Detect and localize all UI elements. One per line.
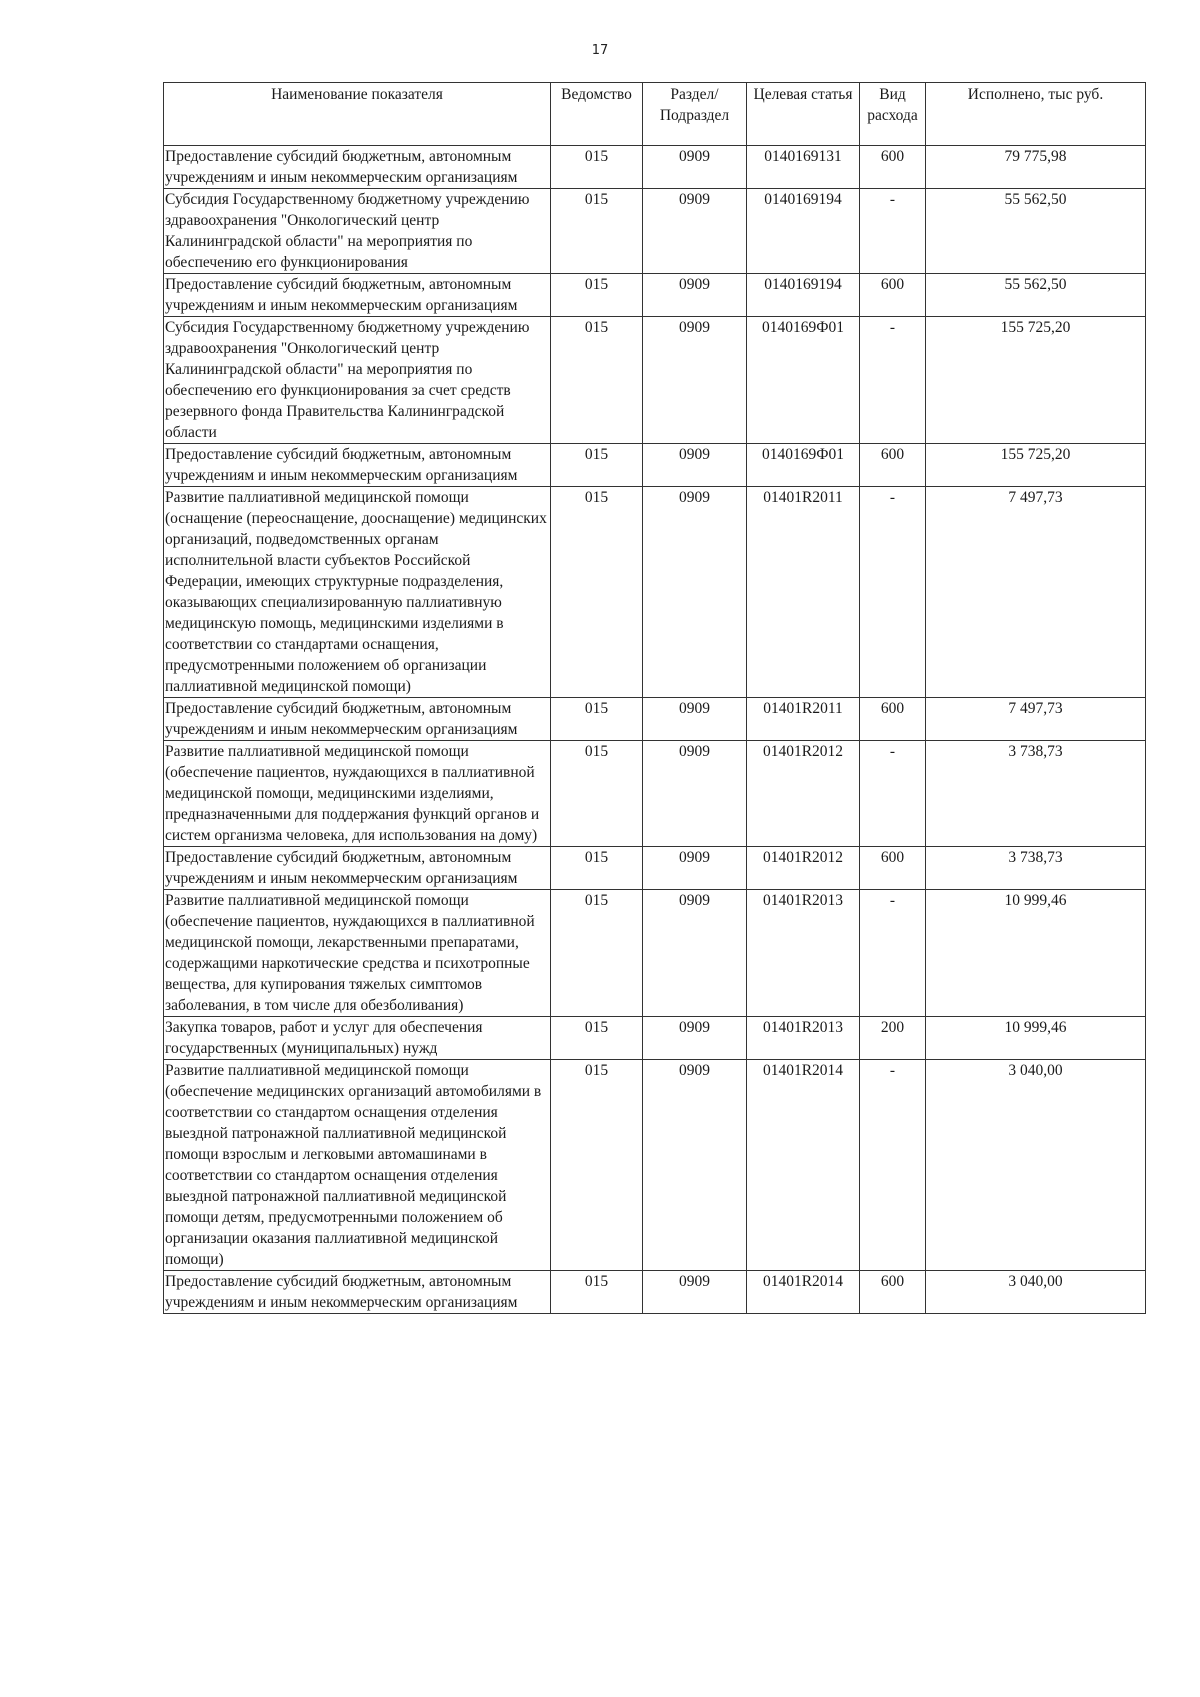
indicator-name-cell: Субсидия Государственному бюджетному учреждению здравоохранения "Онкологический центр Калининградской области" на мероприятия по обеспечению его функционирования за счет средств резервного фонда Правительства Калининградской области	[164, 317, 551, 444]
executed-amount-cell: 7 497,73	[926, 487, 1146, 698]
target-item-cell: 0140169194	[747, 274, 860, 317]
target-item-cell: 0140169Ф01	[747, 444, 860, 487]
section-cell: 0909	[643, 741, 747, 847]
table-row	[164, 741, 1146, 847]
executed-amount-cell: 10 999,46	[926, 1017, 1146, 1060]
table-row	[164, 1271, 1146, 1314]
department-cell: 015	[551, 698, 643, 741]
column-header-section: Раздел/ Подраздел	[643, 83, 747, 146]
department-cell: 015	[551, 317, 643, 444]
department-cell: 015	[551, 890, 643, 1017]
column-header-expense-type: Вид расхода	[860, 83, 926, 146]
column-header-target-item: Целевая статья	[747, 83, 860, 146]
department-cell: 015	[551, 146, 643, 189]
indicator-name-cell: Развитие паллиативной медицинской помощи (обеспечение пациентов, нуждающихся в паллиативной медицинской помощи, медицинскими изделиями, предназначенными для поддержания функций органов и систем организма человека, для использования на дому)	[164, 741, 551, 847]
section-cell: 0909	[643, 146, 747, 189]
executed-amount-cell: 10 999,46	[926, 890, 1146, 1017]
expense-type-cell: 600	[860, 444, 926, 487]
department-cell: 015	[551, 1017, 643, 1060]
expense-type-cell: -	[860, 741, 926, 847]
expense-type-cell: 600	[860, 1271, 926, 1314]
department-cell: 015	[551, 1060, 643, 1271]
section-cell: 0909	[643, 274, 747, 317]
executed-amount-cell: 155 725,20	[926, 444, 1146, 487]
expense-type-cell: -	[860, 890, 926, 1017]
section-cell: 0909	[643, 847, 747, 890]
expense-type-cell: 600	[860, 146, 926, 189]
page-number: 17	[591, 43, 609, 58]
expense-type-cell: 200	[860, 1017, 926, 1060]
section-cell: 0909	[643, 1271, 747, 1314]
column-header-executed: Исполнено, тыс руб.	[926, 83, 1146, 146]
target-item-cell: 01401R2013	[747, 890, 860, 1017]
executed-amount-cell: 3 040,00	[926, 1271, 1146, 1314]
executed-amount-cell: 3 738,73	[926, 847, 1146, 890]
executed-amount-cell: 55 562,50	[926, 274, 1146, 317]
expense-type-cell: 600	[860, 274, 926, 317]
target-item-cell: 01401R2011	[747, 698, 860, 741]
indicator-name-cell: Предоставление субсидий бюджетным, автономным учреждениям и иным некоммерческим организациям	[164, 146, 551, 189]
table-row	[164, 1060, 1146, 1271]
indicator-name-cell: Развитие паллиативной медицинской помощи (обеспечение медицинских организаций автомобилями в соответствии со стандартом оснащения отделения выездной патронажной паллиативной медицинской помощи взрослым и легковыми автомашинами в соответствии со стандартом оснащения отделения выездной патронажной паллиативной медицинской помощи детям, предусмотренными положением об организации оказания паллиативной медицинской помощи)	[164, 1060, 551, 1271]
indicator-name-cell: Предоставление субсидий бюджетным, автономным учреждениям и иным некоммерческим организациям	[164, 847, 551, 890]
indicator-name-cell: Предоставление субсидий бюджетным, автономным учреждениям и иным некоммерческим организациям	[164, 274, 551, 317]
target-item-cell: 01401R2013	[747, 1017, 860, 1060]
target-item-cell: 01401R2014	[747, 1060, 860, 1271]
department-cell: 015	[551, 444, 643, 487]
section-cell: 0909	[643, 698, 747, 741]
department-cell: 015	[551, 847, 643, 890]
department-cell: 015	[551, 274, 643, 317]
expense-type-cell: 600	[860, 698, 926, 741]
target-item-cell: 01401R2012	[747, 741, 860, 847]
department-cell: 015	[551, 487, 643, 698]
executed-amount-cell: 3 040,00	[926, 1060, 1146, 1271]
expense-type-cell: -	[860, 189, 926, 274]
table-row	[164, 146, 1146, 189]
department-cell: 015	[551, 741, 643, 847]
indicator-name-cell: Предоставление субсидий бюджетным, автономным учреждениям и иным некоммерческим организациям	[164, 1271, 551, 1314]
section-cell: 0909	[643, 890, 747, 1017]
indicator-name-cell: Предоставление субсидий бюджетным, автономным учреждениям и иным некоммерческим организациям	[164, 444, 551, 487]
table-row	[164, 698, 1146, 741]
target-item-cell: 0140169131	[747, 146, 860, 189]
section-cell: 0909	[643, 444, 747, 487]
target-item-cell: 01401R2011	[747, 487, 860, 698]
target-item-cell: 0140169Ф01	[747, 317, 860, 444]
table-row	[164, 317, 1146, 444]
section-cell: 0909	[643, 317, 747, 444]
executed-amount-cell: 55 562,50	[926, 189, 1146, 274]
indicator-name-cell: Субсидия Государственному бюджетному учреждению здравоохранения "Онкологический центр Калининградской области" на мероприятия по обеспечению его функционирования	[164, 189, 551, 274]
table-row	[164, 1017, 1146, 1060]
section-cell: 0909	[643, 189, 747, 274]
section-cell: 0909	[643, 487, 747, 698]
target-item-cell: 01401R2014	[747, 1271, 860, 1314]
indicator-name-cell: Развитие паллиативной медицинской помощи (оснащение (переоснащение, дооснащение) медицинских организаций, подведомственных органам исполнительной власти субъектов Российской Федерации, имеющих структурные подразделения, оказывающих специализированную паллиативную медицинскую помощь, медицинскими изделиями в соответствии со стандартами оснащения, предусмотренными положением об организации паллиативной медицинской помощи)	[164, 487, 551, 698]
executed-amount-cell: 7 497,73	[926, 698, 1146, 741]
department-cell: 015	[551, 1271, 643, 1314]
indicator-name-cell: Развитие паллиативной медицинской помощи (обеспечение пациентов, нуждающихся в паллиативной медицинской помощи, лекарственными препаратами, содержащими наркотические средства и психотропные вещества, для купирования тяжелых симптомов заболевания, в том числе для обезболивания)	[164, 890, 551, 1017]
indicator-name-cell: Предоставление субсидий бюджетным, автономным учреждениям и иным некоммерческим организациям	[164, 698, 551, 741]
table-header-row	[164, 83, 1146, 146]
section-cell: 0909	[643, 1060, 747, 1271]
table-row	[164, 487, 1146, 698]
column-header-department: Ведомство	[551, 83, 643, 146]
expense-type-cell: -	[860, 1060, 926, 1271]
target-item-cell: 01401R2012	[747, 847, 860, 890]
executed-amount-cell: 79 775,98	[926, 146, 1146, 189]
table-row	[164, 189, 1146, 274]
expense-type-cell: 600	[860, 847, 926, 890]
column-header-name: Наименование показателя	[164, 83, 551, 146]
section-cell: 0909	[643, 1017, 747, 1060]
table-row	[164, 847, 1146, 890]
table-row	[164, 444, 1146, 487]
table-row	[164, 274, 1146, 317]
budget-table	[163, 82, 1146, 1314]
indicator-name-cell: Закупка товаров, работ и услуг для обеспечения государственных (муниципальных) нужд	[164, 1017, 551, 1060]
target-item-cell: 0140169194	[747, 189, 860, 274]
table-row	[164, 890, 1146, 1017]
department-cell: 015	[551, 189, 643, 274]
executed-amount-cell: 3 738,73	[926, 741, 1146, 847]
expense-type-cell: -	[860, 317, 926, 444]
expense-type-cell: -	[860, 487, 926, 698]
executed-amount-cell: 155 725,20	[926, 317, 1146, 444]
